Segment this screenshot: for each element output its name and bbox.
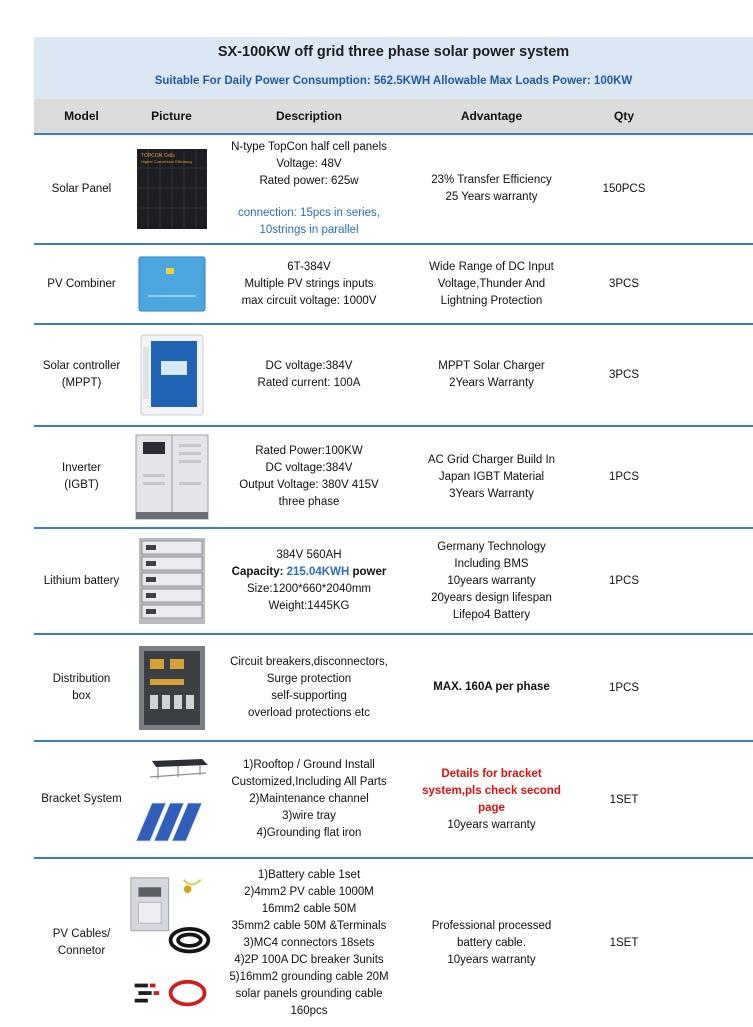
row-model: Lithium battery [43, 574, 120, 587]
row-description: DC voltage:384V Rated current: 100A [257, 360, 361, 389]
row-model: Bracket System [41, 793, 122, 805]
header-advantage: Advantage [460, 108, 523, 123]
header-qty: Qty [613, 109, 634, 123]
row-model: Distribution box [52, 672, 111, 702]
row-model: Solar controller (MPPT) [42, 360, 121, 389]
bracket-icon [130, 755, 214, 845]
distribution-cabinet-icon [138, 645, 206, 731]
cables-picture [129, 859, 214, 1027]
row-qty: 1SET [609, 793, 639, 806]
inverter-cabinet-icon [135, 434, 209, 520]
row-advantage: MPPT Solar Charger 2Years Warranty [438, 360, 545, 389]
solar-panel-picture [129, 135, 214, 243]
table-header [34, 99, 753, 135]
inverter-picture [129, 427, 214, 527]
row-advantage: 23% Transfer Efficiency 25 Years warranty [431, 174, 552, 203]
row-qty: 1PCS [608, 575, 640, 587]
battery-rack-icon [138, 537, 206, 625]
row-description: Rated Power:100KW DC voltage:384V Output Voltage: 380V 415V three phase [239, 445, 379, 508]
header-model: Model [64, 108, 99, 123]
distribution-box-picture [129, 635, 214, 740]
header-description: Description [275, 108, 342, 123]
table-row [34, 859, 753, 1027]
product-sheet [34, 37, 753, 1027]
battery-picture [129, 529, 214, 633]
title-block [34, 37, 753, 99]
row-qty: 150PCS [602, 183, 646, 195]
row-model: PV Cables/ Connetor [52, 928, 111, 957]
row-advantage: AC Grid Charger Build In Japan IGBT Material 3Years Warranty [427, 453, 556, 500]
row-description: 384V 560AH Capacity: 215.04KWH power Size:1200*660*2040mm Weight:1445KG [231, 549, 387, 612]
table-row [34, 635, 753, 742]
table-row [34, 135, 753, 245]
row-description: Circuit breakers,disconnectors, Surge protection self-supporting overload protections etc [230, 655, 388, 719]
panel-label-1: TOPCON Cells [140, 153, 175, 159]
table-row [34, 427, 753, 529]
controller-icon [137, 333, 207, 417]
controller-picture [129, 325, 214, 425]
row-advantage: Germany Technology Including BMS 10years warranty 20years design lifespan Lifepo4 Battery [431, 540, 552, 621]
row-description: 1)Rooftop / Ground Install Customized,Including All Parts 2)Maintenance channel 3)wire tray 4)Grounding flat iron [231, 759, 387, 839]
row-qty: 1SET [609, 937, 639, 949]
table-row [34, 529, 753, 635]
combiner-box-icon [138, 256, 206, 312]
pv-combiner-picture [129, 245, 214, 323]
row-description: 1)Battery cable 1set 2)4mm2 PV cable 1000M 16mm2 cable 50M 35mm2 cable 50M &Terminals 3)MC4 connectors 18sets 4)2P 100A DC breaker 3units 5)16mm2 grounding cable 20M solar panels grounding cable 160pcs [229, 868, 389, 1017]
row-advantage: MAX. 160A per phase [433, 681, 550, 693]
row-description: 6T-384V Multiple PV strings inputs max circuit voltage: 1000V [241, 260, 377, 307]
cables-icon [129, 868, 214, 1018]
table-row [34, 325, 753, 427]
row-advantage: Wide Range of DC Input Voltage,Thunder And Lightning Protection [429, 260, 554, 307]
row-qty: 3PCS [608, 278, 640, 290]
page-subtitle: Suitable For Daily Power Consumption: 562.5KWH Allowable Max Loads Power: 100KW [154, 75, 633, 87]
row-model: Solar Panel [51, 182, 112, 195]
row-model: Inverter (IGBT) [62, 462, 101, 491]
page-title: SX-100KW off grid three phase solar power system [217, 44, 570, 60]
row-qty: 1PCS [608, 471, 640, 483]
table-row [34, 245, 753, 325]
table-row [34, 742, 753, 859]
row-description: N-type TopCon half cell panels Voltage: 48V Rated power: 625w connection: 15pcs in series, 10strings in parallel [231, 141, 387, 236]
row-qty: 1PCS [608, 681, 640, 694]
row-model: PV Combiner [47, 277, 116, 290]
solar-panel-icon [136, 148, 208, 230]
row-advantage: Professional processed battery cable. 10years warranty [431, 919, 552, 966]
panel-label-2: Higher Conversion Efficiency [140, 159, 192, 164]
bracket-picture [129, 742, 214, 857]
row-qty: 3PCS [608, 369, 640, 381]
header-picture: Picture [151, 109, 192, 123]
row-advantage: Details for bracket system,pls check second page 10years warranty [422, 767, 561, 831]
